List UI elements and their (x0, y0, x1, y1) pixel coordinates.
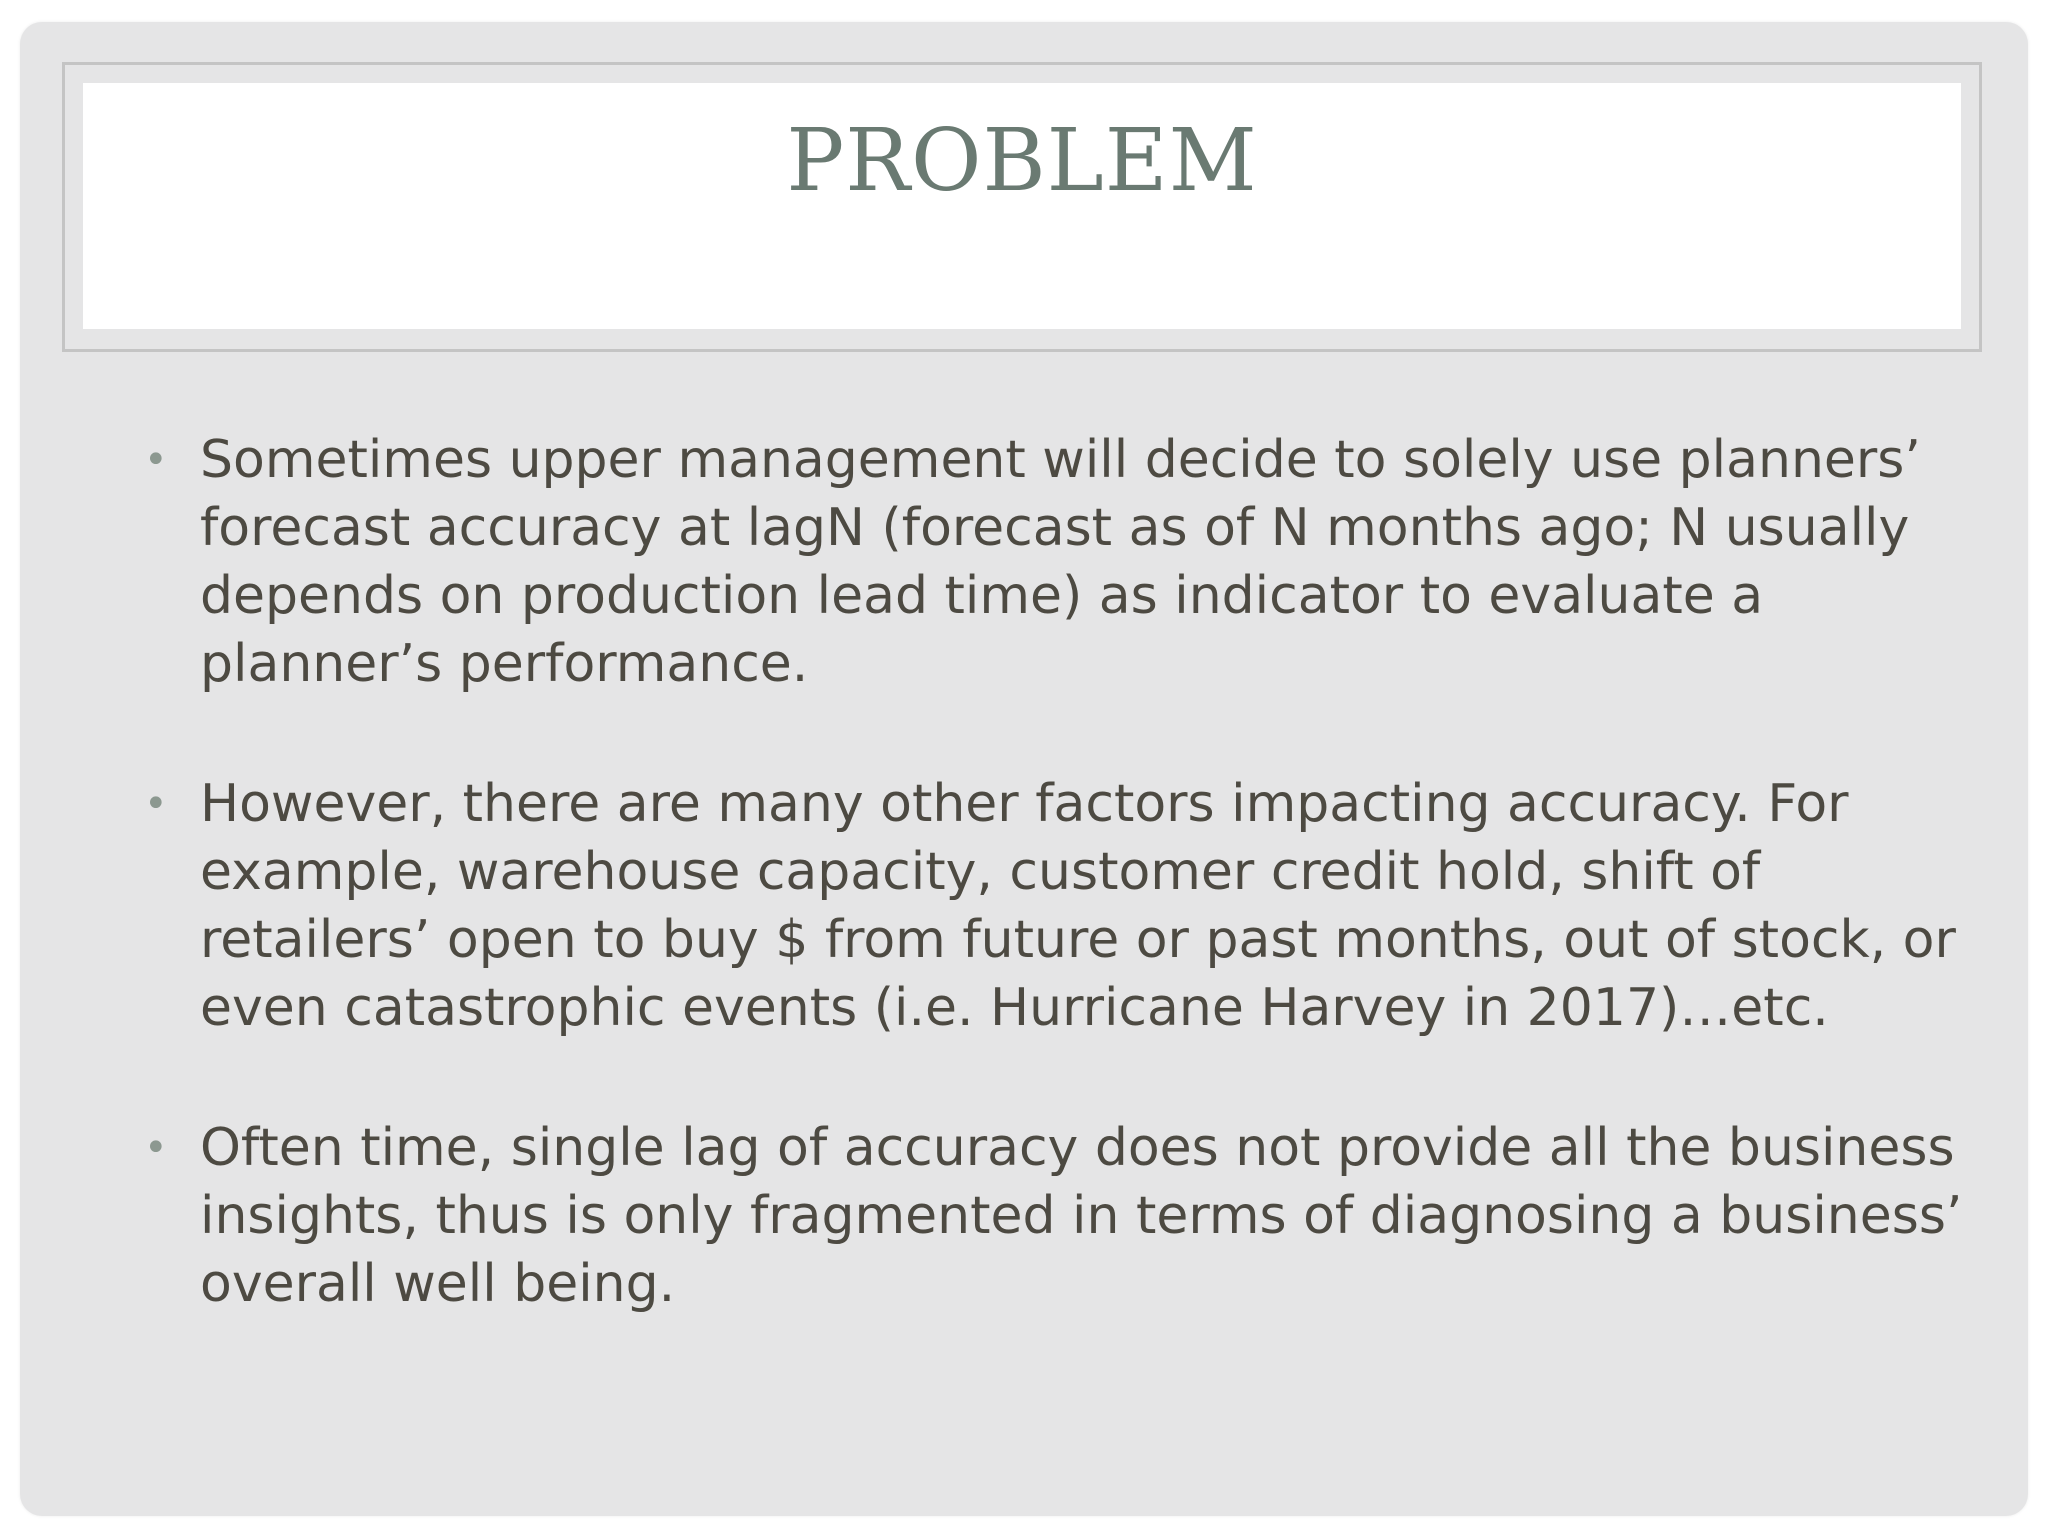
bullet-text: Often time, single lag of accuracy does not provide all the business insights, thus is only fragmented in terms of diagnosing a business’ overall well being. (200, 1118, 1963, 1314)
bullet-item (144, 770, 1964, 1042)
title-frame (62, 62, 1982, 352)
bullet-text: Sometimes upper management will decide to solely use planners’ forecast accuracy at lagN (forecast as of N months ago; N usually depends on production lead time) as indicator to evaluate a planner’s performance. (200, 430, 1921, 694)
slide-title: PROBLEM (786, 111, 1258, 211)
bullet-dot-icon: • (144, 781, 168, 827)
bullet-item (144, 426, 1964, 698)
slide (20, 22, 2028, 1516)
bullet-dot-icon: • (144, 1125, 168, 1171)
bullet-text: However, there are many other factors impacting accuracy. For example, warehouse capacity, customer credit hold, shift of retailers’ open to buy $ from future or past months, out of stock, or even catastrophic events (i.e. Hurricane Harvey in 2017)…etc. (200, 774, 1956, 1038)
bullet-item (144, 1114, 1964, 1318)
title-box (83, 83, 1961, 329)
bullet-dot-icon: • (144, 437, 168, 483)
bullet-list (144, 426, 1964, 1390)
